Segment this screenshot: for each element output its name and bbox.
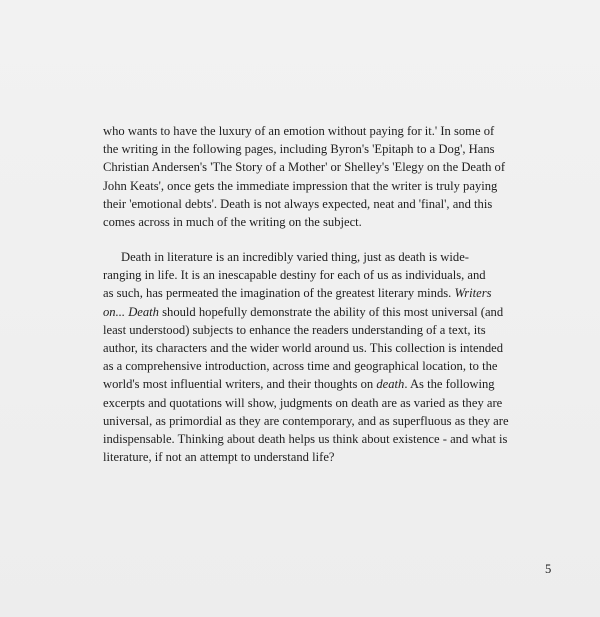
paragraph-2 <box>103 248 509 466</box>
line-text: as such, has permeated the imagination of the greatest literary minds. <box>103 286 455 301</box>
paragraph-1-line: who wants to have the luxury of an emotion without paying for it.' In some of <box>103 124 495 138</box>
book-title-italic: on... Death <box>103 304 159 319</box>
paragraph-2-line: least understood) subjects to enhance the readers understanding of a text, its <box>103 322 486 337</box>
paragraph-2-line <box>103 375 495 393</box>
paragraph-2-line: indispensable. Thinking about death helps us think about existence - and what is <box>103 432 508 447</box>
paragraph-2-line: ranging in life. It is an inescapable destiny for each of us as individuals, and <box>103 268 486 283</box>
paragraph-1-line: comes across in much of the writing on the subject. <box>103 215 362 230</box>
paragraph-2-line: as a comprehensive introduction, across time and geographical location, to the <box>103 359 498 374</box>
line-text: world's most influential writers, and their thoughts on <box>103 377 377 392</box>
line-text: should hopefully demonstrate the ability of this most universal (and <box>158 304 504 319</box>
line-text: . As the following <box>404 377 495 392</box>
paragraph-1-line: John Keats', once gets the immediate impression that the writer is truly paying <box>103 178 498 193</box>
emphasis-italic: death <box>376 377 405 392</box>
paragraph-2-line <box>103 284 495 302</box>
paragraph-2-line: excerpts and quotations will show, judgments on death are as varied as they are <box>103 395 503 410</box>
paragraph-1 <box>103 122 506 231</box>
paragraph-1-line: Christian Andersen's 'The Story of a Mother' or Shelley's 'Elegy on the Death of <box>103 160 506 175</box>
paragraph-2-line <box>103 303 504 321</box>
paragraph-2-line: universal, as primordial as they are contemporary, and as superfluous as they are <box>103 413 509 428</box>
book-title-italic: Writers <box>454 286 492 301</box>
paragraph-2-line: Death in literature is an incredibly varied thing, just as death is wide- <box>121 250 469 264</box>
paragraph-2-line: author, its characters and the wider world around us. This collection is intended <box>103 341 504 356</box>
paragraph-1-line: the writing in the following pages, including Byron's 'Epitaph to a Dog', Hans <box>103 142 495 157</box>
paragraph-1-line: their 'emotional debts'. Death is not always expected, neat and 'final', and this <box>103 196 493 211</box>
page-number: 5 <box>545 562 552 576</box>
paragraph-2-line: literature, if not an attempt to understand life? <box>103 450 335 465</box>
